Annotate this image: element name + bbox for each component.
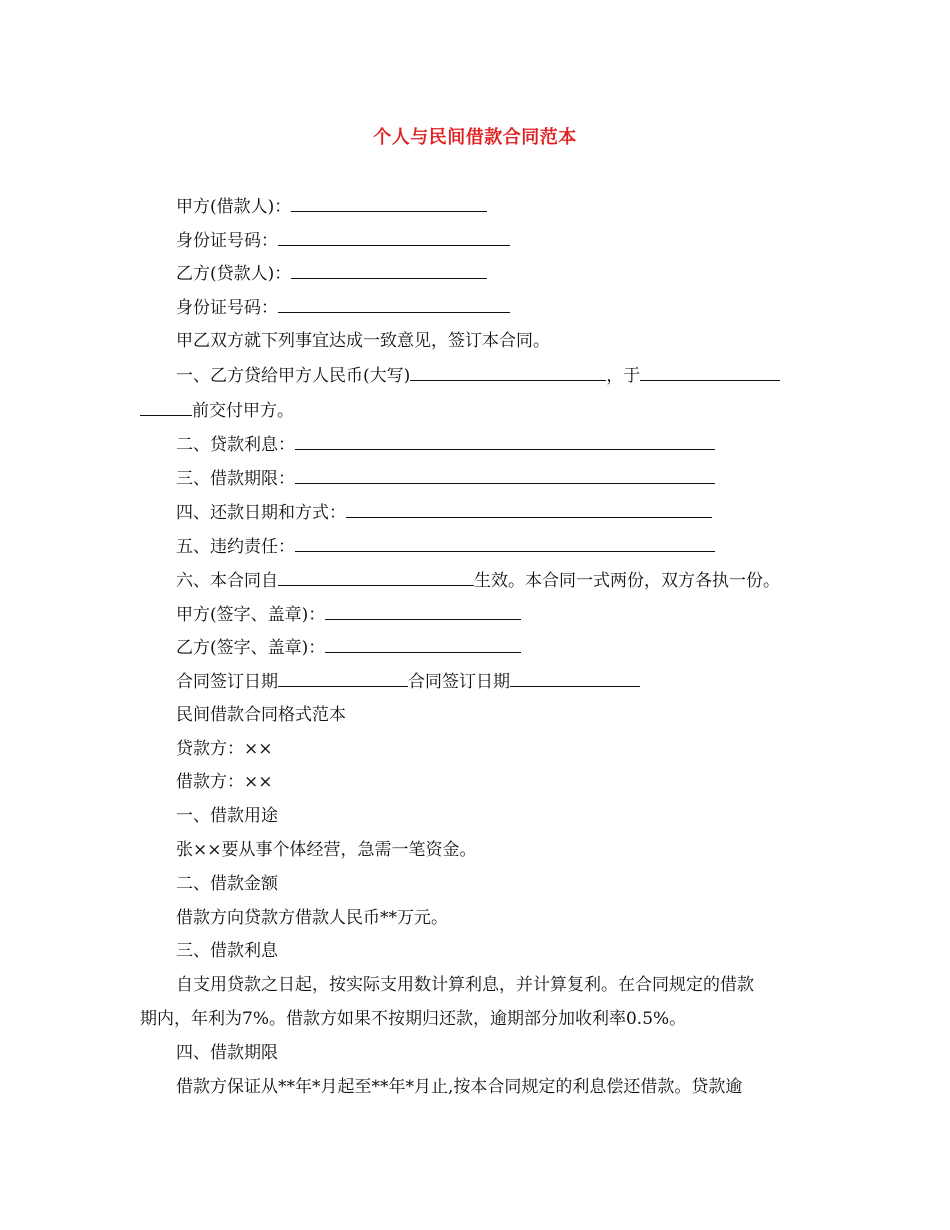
lender-line: 贷款方：×× — [176, 739, 273, 759]
id-line-1 — [176, 228, 510, 253]
id-label-1: 身份证号码： — [176, 231, 278, 251]
sign-b-line — [176, 635, 521, 660]
agreement-intro: 甲乙双方就下列事宜达成一致意见，签订本合同。 — [176, 331, 550, 351]
sign-a-blank — [325, 602, 521, 620]
clause-4-blank — [346, 500, 712, 518]
party-b-label: 乙方(贷款人)： — [176, 264, 292, 284]
date-blank-1 — [640, 363, 780, 381]
clause-2-line — [176, 432, 715, 457]
sign-date-line — [176, 669, 640, 694]
clause-5-line — [176, 534, 715, 559]
sign-a-line — [176, 602, 521, 627]
sign-date-label-1: 合同签订日期 — [176, 672, 278, 692]
party-b-line — [176, 261, 487, 286]
borrower-line: 借款方：×× — [176, 772, 273, 792]
clause-3-blank — [295, 466, 715, 484]
clause-1-continuation — [140, 398, 294, 423]
clause-1-prefix: 一、乙方贷给甲方人民币(大写) — [176, 366, 411, 386]
party-a-line — [176, 194, 487, 219]
section-2-text: 借款方向贷款方借款人民币**万元。 — [176, 908, 448, 928]
sign-b-blank — [325, 635, 521, 653]
party-a-label: 甲方(借款人)： — [176, 197, 292, 217]
clause-5-blank — [295, 534, 715, 552]
clause-1-suffix: 前交付甲方。 — [192, 401, 294, 421]
section-4-text-line-1: 借款方保证从**年*月起至**年*月止,按本合同规定的利息偿还借款。贷款逾 — [176, 1077, 743, 1097]
clause-1-line — [176, 363, 780, 388]
clause-4-label: 四、还款日期和方式： — [176, 503, 346, 523]
clause-6-line — [176, 568, 780, 593]
sign-date-blank-2 — [510, 669, 640, 687]
clause-1-mid: ，于 — [606, 366, 641, 386]
party-b-blank — [291, 261, 487, 279]
amount-blank — [410, 363, 606, 381]
clause-5-label: 五、违约责任： — [176, 537, 295, 557]
section-4-heading: 四、借款期限 — [176, 1043, 278, 1063]
id-blank-1 — [278, 228, 510, 246]
clause-3-label: 三、借款期限： — [176, 469, 295, 489]
section-2-heading: 二、借款金额 — [176, 874, 278, 894]
id-label-2: 身份证号码： — [176, 298, 278, 318]
id-blank-2 — [278, 295, 510, 313]
section-3-text-line-1: 自支用贷款之日起，按实际支用数计算利息，并计算复利。在合同规定的借款 — [176, 975, 754, 995]
section-2-title: 民间借款合同格式范本 — [176, 705, 346, 725]
clause-2-label: 二、贷款利息： — [176, 435, 295, 455]
clause-4-line — [176, 500, 712, 525]
party-a-blank — [291, 194, 487, 212]
section-1-heading: 一、借款用途 — [176, 806, 278, 826]
clause-6-suffix: 生效。本合同一式两份，双方各执一份。 — [474, 571, 780, 591]
sign-a-label: 甲方(签字、盖章)： — [176, 605, 326, 625]
sign-b-label: 乙方(签字、盖章)： — [176, 638, 326, 658]
sign-date-blank-1 — [278, 669, 408, 687]
section-1-text: 张××要从事个体经营，急需一笔资金。 — [176, 840, 477, 860]
section-3-text-line-2: 期内，年利为7%。借款方如果不按期归还款，逾期部分加收利率0.5%。 — [140, 1009, 687, 1029]
date-blank-2 — [140, 398, 192, 416]
clause-6-prefix: 六、本合同自 — [176, 571, 278, 591]
section-3-heading: 三、借款利息 — [176, 941, 278, 961]
document-title: 个人与民间借款合同范本 — [373, 127, 577, 148]
effective-date-blank — [278, 568, 474, 586]
sign-date-label-2: 合同签订日期 — [408, 672, 510, 692]
clause-2-blank — [295, 432, 715, 450]
id-line-2 — [176, 295, 510, 320]
clause-3-line — [176, 466, 715, 491]
